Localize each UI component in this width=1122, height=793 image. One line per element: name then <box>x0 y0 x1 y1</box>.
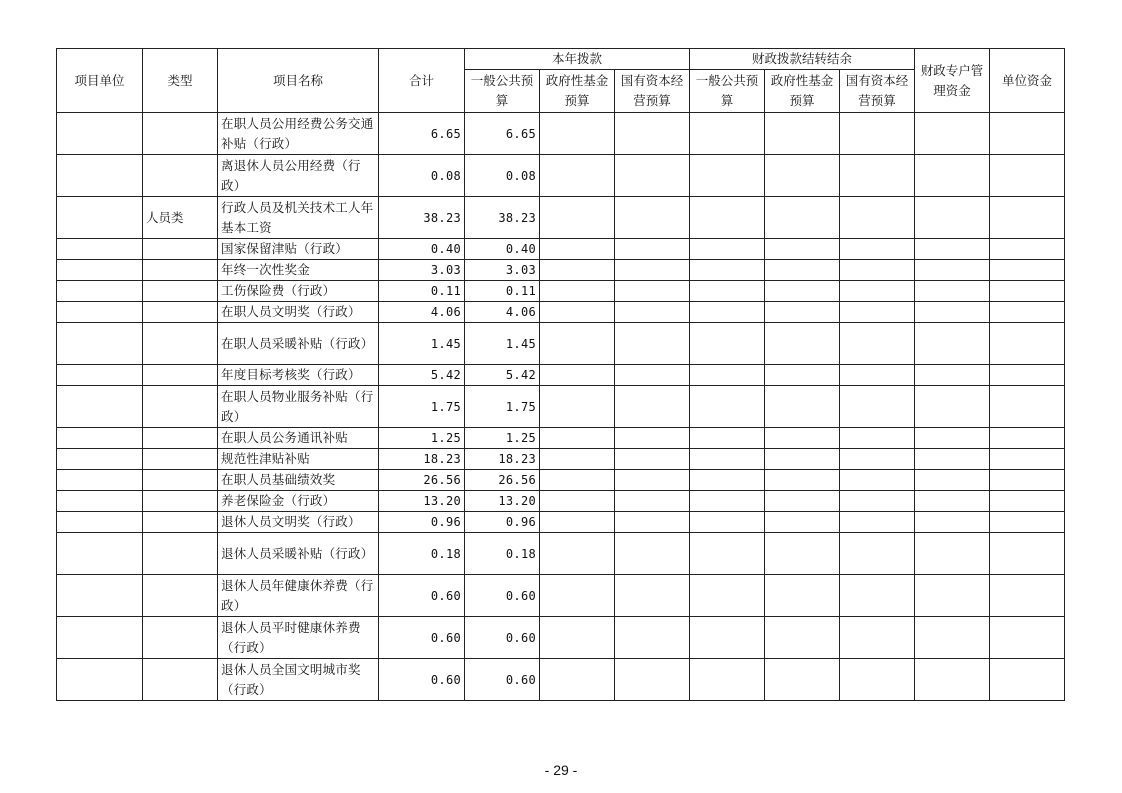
table-row <box>57 428 1065 449</box>
cell-carryover-gov-fund <box>765 491 840 512</box>
table-row <box>57 617 1065 659</box>
header-project-name: 项目名称 <box>218 49 379 113</box>
table-row <box>57 533 1065 575</box>
table-row <box>57 575 1065 617</box>
cell-type <box>143 281 218 302</box>
table-row <box>57 239 1065 260</box>
table-row <box>57 155 1065 197</box>
cell-carryover-general <box>690 617 765 659</box>
cell-project-name: 退休人员全国文明城市奖（行政） <box>218 659 379 701</box>
cell-special-mgmt-fund <box>915 617 990 659</box>
cell-type <box>143 512 218 533</box>
cell-general-budget: 0.08 <box>465 155 540 197</box>
cell-gov-fund-budget <box>540 302 615 323</box>
header-carryover-general-budget: 一般公共预算 <box>690 70 765 113</box>
header-current-year-group: 本年拨款 <box>465 49 690 70</box>
cell-unit <box>57 260 143 281</box>
cell-state-capital-budget <box>615 281 690 302</box>
cell-special-mgmt-fund <box>915 428 990 449</box>
cell-gov-fund-budget <box>540 512 615 533</box>
table-body <box>57 113 1065 701</box>
cell-carryover-gov-fund <box>765 386 840 428</box>
cell-unit <box>57 281 143 302</box>
cell-unit-fund <box>990 113 1065 155</box>
cell-type <box>143 533 218 575</box>
cell-type <box>143 323 218 365</box>
cell-project-name: 在职人员物业服务补贴（行政） <box>218 386 379 428</box>
cell-general-budget: 38.23 <box>465 197 540 239</box>
cell-state-capital-budget <box>615 428 690 449</box>
cell-special-mgmt-fund <box>915 239 990 260</box>
cell-carryover-general <box>690 386 765 428</box>
header-carryover-gov-fund-budget: 政府性基金预算 <box>765 70 840 113</box>
cell-special-mgmt-fund <box>915 197 990 239</box>
cell-gov-fund-budget <box>540 113 615 155</box>
header-special-mgmt-fund: 财政专户管理资金 <box>915 49 990 113</box>
cell-carryover-general <box>690 365 765 386</box>
cell-project-name: 在职人员公用经费公务交通补贴（行政） <box>218 113 379 155</box>
header-unit-fund: 单位资金 <box>990 49 1065 113</box>
cell-unit-fund <box>990 239 1065 260</box>
cell-total: 26.56 <box>379 470 465 491</box>
table-row <box>57 323 1065 365</box>
cell-carryover-gov-fund <box>765 281 840 302</box>
cell-special-mgmt-fund <box>915 449 990 470</box>
cell-gov-fund-budget <box>540 155 615 197</box>
cell-project-name: 在职人员基础绩效奖 <box>218 470 379 491</box>
cell-special-mgmt-fund <box>915 302 990 323</box>
header-type: 类型 <box>143 49 218 113</box>
cell-carryover-general <box>690 449 765 470</box>
cell-unit <box>57 113 143 155</box>
cell-carryover-general <box>690 197 765 239</box>
cell-unit <box>57 302 143 323</box>
cell-unit <box>57 365 143 386</box>
cell-unit <box>57 575 143 617</box>
cell-project-name: 在职人员文明奖（行政） <box>218 302 379 323</box>
cell-unit <box>57 239 143 260</box>
cell-unit-fund <box>990 323 1065 365</box>
cell-gov-fund-budget <box>540 239 615 260</box>
cell-type <box>143 575 218 617</box>
cell-project-name: 在职人员采暖补贴（行政） <box>218 323 379 365</box>
cell-state-capital-budget <box>615 113 690 155</box>
cell-total: 0.18 <box>379 533 465 575</box>
cell-unit-fund <box>990 197 1065 239</box>
cell-carryover-gov-fund <box>765 428 840 449</box>
cell-carryover-state-capital <box>840 428 915 449</box>
cell-carryover-general <box>690 470 765 491</box>
cell-total: 4.06 <box>379 302 465 323</box>
cell-unit-fund <box>990 428 1065 449</box>
cell-state-capital-budget <box>615 365 690 386</box>
cell-unit <box>57 470 143 491</box>
cell-carryover-gov-fund <box>765 260 840 281</box>
cell-state-capital-budget <box>615 575 690 617</box>
cell-type <box>143 659 218 701</box>
cell-state-capital-budget <box>615 323 690 365</box>
cell-gov-fund-budget <box>540 575 615 617</box>
cell-unit-fund <box>990 365 1065 386</box>
header-gov-fund-budget: 政府性基金预算 <box>540 70 615 113</box>
cell-carryover-general <box>690 113 765 155</box>
cell-unit-fund <box>990 491 1065 512</box>
cell-general-budget: 0.40 <box>465 239 540 260</box>
cell-carryover-gov-fund <box>765 239 840 260</box>
cell-carryover-gov-fund <box>765 323 840 365</box>
cell-gov-fund-budget <box>540 260 615 281</box>
cell-general-budget: 1.25 <box>465 428 540 449</box>
header-state-capital-budget: 国有资本经营预算 <box>615 70 690 113</box>
cell-carryover-gov-fund <box>765 302 840 323</box>
cell-total: 0.40 <box>379 239 465 260</box>
cell-general-budget: 1.75 <box>465 386 540 428</box>
table-row <box>57 365 1065 386</box>
cell-carryover-gov-fund <box>765 617 840 659</box>
cell-general-budget: 5.42 <box>465 365 540 386</box>
cell-gov-fund-budget <box>540 617 615 659</box>
cell-type <box>143 386 218 428</box>
cell-carryover-state-capital <box>840 470 915 491</box>
cell-unit <box>57 428 143 449</box>
cell-carryover-gov-fund <box>765 575 840 617</box>
cell-total: 1.25 <box>379 428 465 449</box>
cell-project-name: 退休人员采暖补贴（行政） <box>218 533 379 575</box>
cell-state-capital-budget <box>615 197 690 239</box>
cell-unit-fund <box>990 659 1065 701</box>
cell-project-name: 工伤保险费（行政） <box>218 281 379 302</box>
cell-special-mgmt-fund <box>915 113 990 155</box>
cell-carryover-state-capital <box>840 512 915 533</box>
cell-carryover-gov-fund <box>765 155 840 197</box>
cell-general-budget: 26.56 <box>465 470 540 491</box>
cell-carryover-general <box>690 491 765 512</box>
cell-special-mgmt-fund <box>915 386 990 428</box>
cell-carryover-state-capital <box>840 575 915 617</box>
header-carryover-group: 财政拨款结转结余 <box>690 49 915 70</box>
cell-carryover-gov-fund <box>765 197 840 239</box>
cell-project-name: 退休人员文明奖（行政） <box>218 512 379 533</box>
page-number: - 29 - <box>544 762 578 778</box>
table-row <box>57 491 1065 512</box>
cell-total: 1.45 <box>379 323 465 365</box>
cell-gov-fund-budget <box>540 659 615 701</box>
cell-unit <box>57 323 143 365</box>
cell-total: 0.96 <box>379 512 465 533</box>
cell-state-capital-budget <box>615 155 690 197</box>
cell-total: 0.60 <box>379 617 465 659</box>
cell-type <box>143 365 218 386</box>
cell-general-budget: 18.23 <box>465 449 540 470</box>
cell-carryover-state-capital <box>840 155 915 197</box>
cell-carryover-general <box>690 533 765 575</box>
cell-total: 0.60 <box>379 659 465 701</box>
cell-total: 1.75 <box>379 386 465 428</box>
cell-general-budget: 0.11 <box>465 281 540 302</box>
cell-carryover-general <box>690 512 765 533</box>
cell-unit-fund <box>990 386 1065 428</box>
cell-type <box>143 239 218 260</box>
cell-unit <box>57 512 143 533</box>
table-row <box>57 449 1065 470</box>
table-row <box>57 260 1065 281</box>
table-row <box>57 512 1065 533</box>
cell-unit <box>57 491 143 512</box>
cell-carryover-gov-fund <box>765 470 840 491</box>
cell-project-name: 退休人员平时健康休养费（行政） <box>218 617 379 659</box>
cell-special-mgmt-fund <box>915 512 990 533</box>
cell-carryover-state-capital <box>840 533 915 575</box>
cell-project-name: 年度目标考核奖（行政） <box>218 365 379 386</box>
cell-unit <box>57 533 143 575</box>
cell-unit-fund <box>990 533 1065 575</box>
cell-carryover-gov-fund <box>765 449 840 470</box>
cell-special-mgmt-fund <box>915 470 990 491</box>
cell-unit <box>57 659 143 701</box>
cell-gov-fund-budget <box>540 197 615 239</box>
cell-total: 18.23 <box>379 449 465 470</box>
budget-table <box>56 48 1065 701</box>
cell-general-budget: 3.03 <box>465 260 540 281</box>
cell-state-capital-budget <box>615 449 690 470</box>
cell-unit <box>57 617 143 659</box>
cell-type <box>143 155 218 197</box>
cell-state-capital-budget <box>615 659 690 701</box>
cell-unit <box>57 449 143 470</box>
cell-project-name: 规范性津贴补贴 <box>218 449 379 470</box>
cell-carryover-state-capital <box>840 659 915 701</box>
cell-carryover-state-capital <box>840 491 915 512</box>
cell-unit-fund <box>990 302 1065 323</box>
cell-gov-fund-budget <box>540 365 615 386</box>
cell-carryover-state-capital <box>840 239 915 260</box>
cell-carryover-general <box>690 575 765 617</box>
cell-gov-fund-budget <box>540 323 615 365</box>
cell-unit <box>57 386 143 428</box>
cell-unit <box>57 155 143 197</box>
cell-project-name: 离退休人员公用经费（行政） <box>218 155 379 197</box>
table-row <box>57 197 1065 239</box>
cell-special-mgmt-fund <box>915 491 990 512</box>
cell-special-mgmt-fund <box>915 323 990 365</box>
cell-unit-fund <box>990 260 1065 281</box>
cell-state-capital-budget <box>615 617 690 659</box>
cell-carryover-state-capital <box>840 281 915 302</box>
cell-state-capital-budget <box>615 512 690 533</box>
cell-general-budget: 13.20 <box>465 491 540 512</box>
cell-carryover-general <box>690 428 765 449</box>
cell-carryover-state-capital <box>840 260 915 281</box>
table-row <box>57 659 1065 701</box>
table-header <box>57 49 1065 113</box>
cell-state-capital-budget <box>615 386 690 428</box>
cell-carryover-state-capital <box>840 113 915 155</box>
cell-gov-fund-budget <box>540 470 615 491</box>
cell-special-mgmt-fund <box>915 365 990 386</box>
cell-total: 6.65 <box>379 113 465 155</box>
cell-state-capital-budget <box>615 470 690 491</box>
cell-project-name: 退休人员年健康休养费（行政） <box>218 575 379 617</box>
cell-unit-fund <box>990 617 1065 659</box>
table-row <box>57 113 1065 155</box>
cell-general-budget: 0.60 <box>465 575 540 617</box>
cell-gov-fund-budget <box>540 281 615 302</box>
cell-project-name: 养老保险金（行政） <box>218 491 379 512</box>
cell-gov-fund-budget <box>540 449 615 470</box>
cell-carryover-state-capital <box>840 323 915 365</box>
cell-carryover-gov-fund <box>765 512 840 533</box>
cell-carryover-general <box>690 302 765 323</box>
cell-carryover-general <box>690 239 765 260</box>
cell-special-mgmt-fund <box>915 659 990 701</box>
cell-unit-fund <box>990 512 1065 533</box>
cell-state-capital-budget <box>615 491 690 512</box>
table-row <box>57 386 1065 428</box>
cell-carryover-state-capital <box>840 365 915 386</box>
cell-project-name: 年终一次性奖金 <box>218 260 379 281</box>
cell-unit-fund <box>990 575 1065 617</box>
cell-carryover-state-capital <box>840 449 915 470</box>
cell-total: 13.20 <box>379 491 465 512</box>
cell-state-capital-budget <box>615 302 690 323</box>
cell-state-capital-budget <box>615 533 690 575</box>
cell-special-mgmt-fund <box>915 533 990 575</box>
table-row <box>57 281 1065 302</box>
cell-carryover-state-capital <box>840 197 915 239</box>
cell-carryover-state-capital <box>840 302 915 323</box>
cell-type <box>143 260 218 281</box>
cell-general-budget: 4.06 <box>465 302 540 323</box>
cell-general-budget: 0.60 <box>465 617 540 659</box>
cell-gov-fund-budget <box>540 386 615 428</box>
cell-carryover-general <box>690 323 765 365</box>
header-general-budget: 一般公共预算 <box>465 70 540 113</box>
cell-type <box>143 491 218 512</box>
cell-carryover-general <box>690 281 765 302</box>
cell-gov-fund-budget <box>540 491 615 512</box>
cell-type <box>143 449 218 470</box>
cell-total: 5.42 <box>379 365 465 386</box>
cell-carryover-general <box>690 155 765 197</box>
cell-project-name: 在职人员公务通讯补贴 <box>218 428 379 449</box>
cell-unit-fund <box>990 449 1065 470</box>
cell-unit-fund <box>990 155 1065 197</box>
cell-type <box>143 113 218 155</box>
cell-special-mgmt-fund <box>915 155 990 197</box>
header-total: 合计 <box>379 49 465 113</box>
cell-gov-fund-budget <box>540 428 615 449</box>
cell-general-budget: 0.18 <box>465 533 540 575</box>
cell-general-budget: 0.60 <box>465 659 540 701</box>
cell-gov-fund-budget <box>540 533 615 575</box>
cell-type <box>143 302 218 323</box>
cell-project-name: 国家保留津贴（行政） <box>218 239 379 260</box>
header-unit: 项目单位 <box>57 49 143 113</box>
cell-unit-fund <box>990 281 1065 302</box>
cell-unit-fund <box>990 470 1065 491</box>
cell-total: 0.60 <box>379 575 465 617</box>
cell-total: 3.03 <box>379 260 465 281</box>
cell-state-capital-budget <box>615 260 690 281</box>
cell-special-mgmt-fund <box>915 575 990 617</box>
cell-carryover-state-capital <box>840 386 915 428</box>
cell-type: 人员类 <box>143 197 218 239</box>
cell-total: 0.11 <box>379 281 465 302</box>
cell-carryover-gov-fund <box>765 533 840 575</box>
cell-special-mgmt-fund <box>915 281 990 302</box>
cell-carryover-gov-fund <box>765 659 840 701</box>
cell-carryover-state-capital <box>840 617 915 659</box>
cell-project-name: 行政人员及机关技术工人年基本工资 <box>218 197 379 239</box>
cell-type <box>143 617 218 659</box>
cell-special-mgmt-fund <box>915 260 990 281</box>
table-row <box>57 302 1065 323</box>
cell-carryover-general <box>690 260 765 281</box>
cell-general-budget: 1.45 <box>465 323 540 365</box>
cell-total: 38.23 <box>379 197 465 239</box>
cell-unit <box>57 197 143 239</box>
header-carryover-state-capital-budget: 国有资本经营预算 <box>840 70 915 113</box>
cell-state-capital-budget <box>615 239 690 260</box>
cell-carryover-gov-fund <box>765 365 840 386</box>
table-row <box>57 470 1065 491</box>
cell-carryover-general <box>690 659 765 701</box>
cell-carryover-gov-fund <box>765 113 840 155</box>
cell-total: 0.08 <box>379 155 465 197</box>
cell-general-budget: 6.65 <box>465 113 540 155</box>
cell-general-budget: 0.96 <box>465 512 540 533</box>
cell-type <box>143 470 218 491</box>
cell-type <box>143 428 218 449</box>
